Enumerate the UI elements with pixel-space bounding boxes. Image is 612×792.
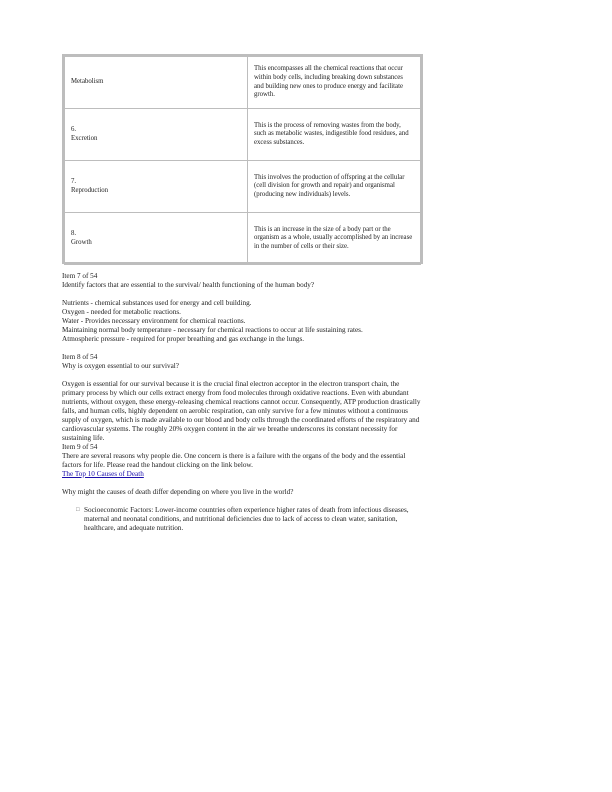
term-number: 6.	[71, 125, 77, 133]
characteristics-table	[62, 54, 423, 264]
item-8-answer: Oxygen is essential for our survival because it is the crucial final electron acceptor in the electron transport chain, the primary process by which our cells extract energy from food molecules through oxidative reactions. Even with abundant nutrients, without oxygen, these energy-releasing chemical reactions cannot occur. Consequently, ATP production drastically falls, and human cells, highly dependent on aerobic respiration, can only survive for a few minutes without a continuous supply of oxygen, which is made available to our blood and body cells through the coordinated efforts of the respiratory and cardiovascular systems. The roughly 20% oxygen content in the air we breathe underscores its constant necessity for sustaining life.	[62, 380, 421, 442]
item-7-answer-line: Nutrients - chemical substances used for energy and cell building.	[62, 299, 252, 307]
term-cell	[65, 109, 248, 161]
term-cell	[65, 213, 248, 265]
item-9-intro: There are several reasons why people die. One concern is there is a failure with the organs of the body and the essential factors for life. Please read the handout clicking on the link below.	[62, 452, 406, 469]
table-row	[65, 57, 421, 109]
document-body	[62, 272, 422, 533]
table-row	[65, 109, 421, 161]
term-number: 7.	[71, 177, 77, 185]
definition-cell: This involves the production of offspring at the cellular (cell division for growth and repair) and organismal (producing new individuals) levels.	[248, 161, 421, 213]
term-cell	[65, 161, 248, 213]
term-cell	[65, 57, 248, 109]
table-row	[65, 213, 421, 265]
item-9-question: Why might the causes of death differ depending on where you live in the world?	[62, 488, 294, 496]
term-label: Reproduction	[71, 186, 108, 194]
table-row	[65, 161, 421, 213]
item-9-label: Item 9 of 54	[62, 443, 98, 451]
item-7-label: Item 7 of 54	[62, 272, 98, 280]
bullet-icon: □	[76, 507, 80, 513]
item-8-question: Why is oxygen essential to our survival?	[62, 362, 179, 370]
bullet-text: Socioeconomic Factors: Lower-income countries often experience higher rates of death from infectious diseases, maternal and neonatal conditions, and nutritional deficiencies due to lack of access to clean water, sanitation, healthcare, and adequate nutrition.	[84, 506, 409, 532]
term-label: Metabolism	[71, 78, 104, 86]
definition-cell: This encompasses all the chemical reactions that occur within body cells, including breaking down substances and building new ones to produce energy and facilitate growth.	[248, 57, 421, 109]
item-7-answer-line: Water - Provides necessary environment for chemical reactions.	[62, 317, 246, 325]
term-number: 8.	[71, 229, 77, 237]
definition-cell: This is the process of removing wastes from the body, such as metabolic wastes, indigestible food residues, and excess substances.	[248, 109, 421, 161]
term-label: Growth	[71, 238, 92, 246]
top-10-causes-link[interactable]: The Top 10 Causes of Death	[62, 470, 144, 478]
item-8-label: Item 8 of 54	[62, 353, 98, 361]
term-label: Excretion	[71, 134, 98, 142]
list-item	[62, 506, 422, 533]
item-7-answer-line: Atmospheric pressure - required for proper breathing and gas exchange in the lungs.	[62, 335, 305, 343]
item-7-question: Identify factors that are essential to the survival/ health functioning of the human body?	[62, 281, 315, 289]
definition-cell: This is an increase in the size of a body part or the organism as a whole, usually accomplished by an increase in the number of cells or their size.	[248, 213, 421, 265]
item-7-answer-line: Maintaining normal body temperature - necessary for chemical reactions to occur at life sustaining rates.	[62, 326, 363, 334]
item-7-answer-line: Oxygen - needed for metabolic reactions.	[62, 308, 181, 316]
